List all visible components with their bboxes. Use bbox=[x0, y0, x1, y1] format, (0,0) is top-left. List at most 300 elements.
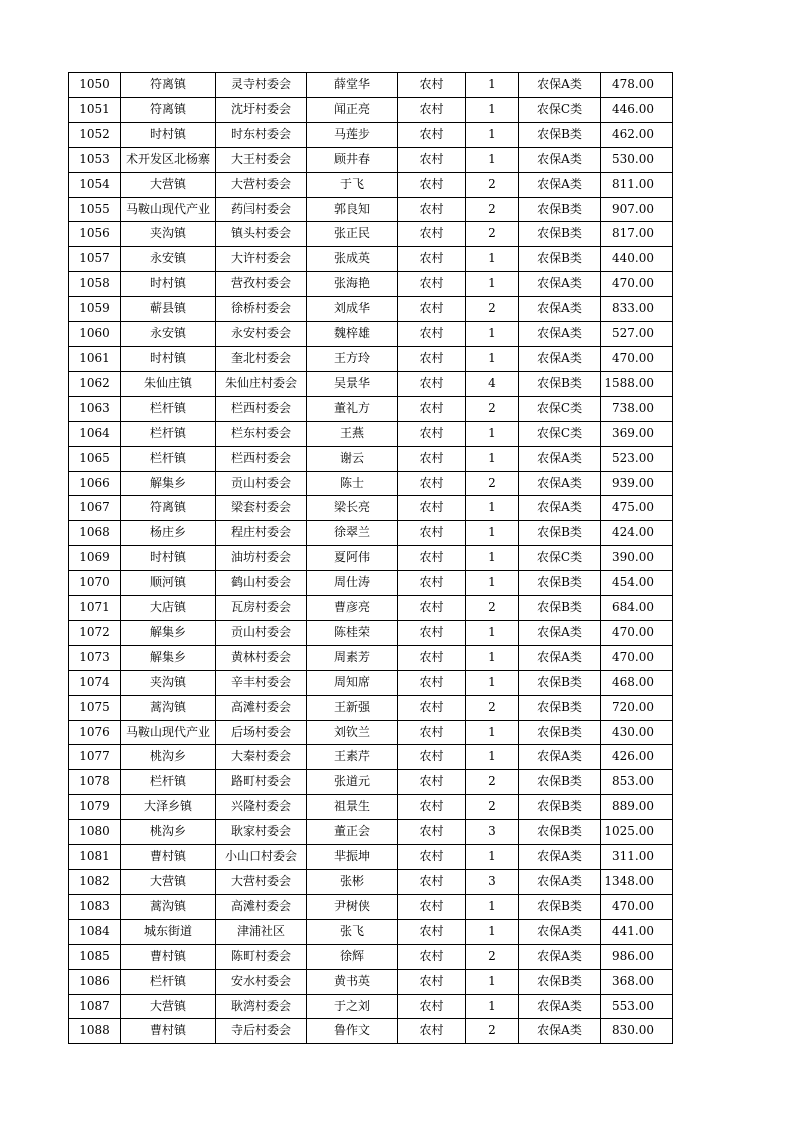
village-committee-cell: 津浦社区 bbox=[216, 919, 307, 944]
village-committee-cell: 灵寺村委会 bbox=[216, 73, 307, 98]
amount-cell: 462.00 bbox=[601, 122, 673, 147]
name-cell: 顾井春 bbox=[307, 147, 398, 172]
serial-number-cell: 1057 bbox=[69, 247, 121, 272]
table-row bbox=[69, 845, 673, 870]
area-type-cell: 农村 bbox=[398, 297, 466, 322]
household-count-cell: 2 bbox=[466, 297, 519, 322]
town-cell: 栏杆镇 bbox=[121, 969, 216, 994]
table-row bbox=[69, 969, 673, 994]
serial-number-cell: 1088 bbox=[69, 1019, 121, 1044]
area-type-cell: 农村 bbox=[398, 620, 466, 645]
town-cell: 大泽乡镇 bbox=[121, 795, 216, 820]
serial-number-cell: 1061 bbox=[69, 346, 121, 371]
serial-number-cell: 1055 bbox=[69, 197, 121, 222]
table-row bbox=[69, 247, 673, 272]
area-type-cell: 农村 bbox=[398, 820, 466, 845]
name-cell: 周知席 bbox=[307, 670, 398, 695]
area-type-cell: 农村 bbox=[398, 421, 466, 446]
insurance-category-cell: 农保B类 bbox=[519, 247, 601, 272]
amount-cell: 311.00 bbox=[601, 845, 673, 870]
village-committee-cell: 陈町村委会 bbox=[216, 944, 307, 969]
village-committee-cell: 油坊村委会 bbox=[216, 546, 307, 571]
amount-cell: 454.00 bbox=[601, 571, 673, 596]
area-type-cell: 农村 bbox=[398, 521, 466, 546]
amount-cell: 523.00 bbox=[601, 446, 673, 471]
serial-number-cell: 1082 bbox=[69, 870, 121, 895]
table-row bbox=[69, 1019, 673, 1044]
serial-number-cell: 1063 bbox=[69, 396, 121, 421]
name-cell: 董正会 bbox=[307, 820, 398, 845]
village-committee-cell: 沈圩村委会 bbox=[216, 97, 307, 122]
amount-cell: 390.00 bbox=[601, 546, 673, 571]
area-type-cell: 农村 bbox=[398, 197, 466, 222]
town-cell: 栏杆镇 bbox=[121, 421, 216, 446]
village-committee-cell: 黄林村委会 bbox=[216, 645, 307, 670]
serial-number-cell: 1054 bbox=[69, 172, 121, 197]
table-row bbox=[69, 147, 673, 172]
town-cell: 桃沟乡 bbox=[121, 820, 216, 845]
serial-number-cell: 1075 bbox=[69, 695, 121, 720]
town-cell: 朱仙庄镇 bbox=[121, 371, 216, 396]
village-committee-cell: 辛丰村委会 bbox=[216, 670, 307, 695]
table-row bbox=[69, 222, 673, 247]
table-row bbox=[69, 596, 673, 621]
name-cell: 曹彦亮 bbox=[307, 596, 398, 621]
serial-number-cell: 1053 bbox=[69, 147, 121, 172]
table-row bbox=[69, 919, 673, 944]
insurance-category-cell: 农保C类 bbox=[519, 396, 601, 421]
area-type-cell: 农村 bbox=[398, 994, 466, 1019]
serial-number-cell: 1064 bbox=[69, 421, 121, 446]
village-committee-cell: 梁套村委会 bbox=[216, 496, 307, 521]
household-count-cell: 1 bbox=[466, 670, 519, 695]
table-row bbox=[69, 645, 673, 670]
insurance-category-cell: 农保B类 bbox=[519, 122, 601, 147]
town-cell: 大营镇 bbox=[121, 870, 216, 895]
serial-number-cell: 1078 bbox=[69, 770, 121, 795]
amount-cell: 817.00 bbox=[601, 222, 673, 247]
household-count-cell: 1 bbox=[466, 845, 519, 870]
amount-cell: 1025.00 bbox=[601, 820, 673, 845]
town-cell: 顺河镇 bbox=[121, 571, 216, 596]
table-row bbox=[69, 571, 673, 596]
town-cell: 曹村镇 bbox=[121, 944, 216, 969]
name-cell: 刘成华 bbox=[307, 297, 398, 322]
town-cell: 解集乡 bbox=[121, 471, 216, 496]
amount-cell: 684.00 bbox=[601, 596, 673, 621]
town-cell: 栏杆镇 bbox=[121, 446, 216, 471]
amount-cell: 441.00 bbox=[601, 919, 673, 944]
insurance-category-cell: 农保A类 bbox=[519, 919, 601, 944]
insurance-category-cell: 农保A类 bbox=[519, 745, 601, 770]
household-count-cell: 2 bbox=[466, 222, 519, 247]
insurance-category-cell: 农保A类 bbox=[519, 147, 601, 172]
household-count-cell: 1 bbox=[466, 97, 519, 122]
village-committee-cell: 小山口村委会 bbox=[216, 845, 307, 870]
household-count-cell: 1 bbox=[466, 346, 519, 371]
village-committee-cell: 后场村委会 bbox=[216, 720, 307, 745]
town-cell: 夹沟镇 bbox=[121, 222, 216, 247]
household-count-cell: 1 bbox=[466, 446, 519, 471]
table-row bbox=[69, 446, 673, 471]
name-cell: 郭良知 bbox=[307, 197, 398, 222]
amount-cell: 738.00 bbox=[601, 396, 673, 421]
town-cell: 曹村镇 bbox=[121, 1019, 216, 1044]
household-count-cell: 2 bbox=[466, 795, 519, 820]
area-type-cell: 农村 bbox=[398, 596, 466, 621]
household-count-cell: 1 bbox=[466, 73, 519, 98]
household-count-cell: 1 bbox=[466, 322, 519, 347]
town-cell: 栏杆镇 bbox=[121, 770, 216, 795]
household-count-cell: 1 bbox=[466, 421, 519, 446]
household-count-cell: 1 bbox=[466, 147, 519, 172]
serial-number-cell: 1087 bbox=[69, 994, 121, 1019]
serial-number-cell: 1066 bbox=[69, 471, 121, 496]
table-row bbox=[69, 197, 673, 222]
area-type-cell: 农村 bbox=[398, 770, 466, 795]
area-type-cell: 农村 bbox=[398, 222, 466, 247]
insurance-category-cell: 农保A类 bbox=[519, 272, 601, 297]
table-row bbox=[69, 297, 673, 322]
area-type-cell: 农村 bbox=[398, 795, 466, 820]
town-cell: 大营镇 bbox=[121, 172, 216, 197]
name-cell: 董礼方 bbox=[307, 396, 398, 421]
serial-number-cell: 1074 bbox=[69, 670, 121, 695]
serial-number-cell: 1076 bbox=[69, 720, 121, 745]
household-count-cell: 1 bbox=[466, 272, 519, 297]
insurance-category-cell: 农保A类 bbox=[519, 1019, 601, 1044]
insurance-category-cell: 农保B类 bbox=[519, 670, 601, 695]
name-cell: 张正民 bbox=[307, 222, 398, 247]
name-cell: 徐辉 bbox=[307, 944, 398, 969]
name-cell: 王新强 bbox=[307, 695, 398, 720]
area-type-cell: 农村 bbox=[398, 496, 466, 521]
insurance-category-cell: 农保A类 bbox=[519, 645, 601, 670]
serial-number-cell: 1050 bbox=[69, 73, 121, 98]
insurance-category-cell: 农保B类 bbox=[519, 197, 601, 222]
name-cell: 张飞 bbox=[307, 919, 398, 944]
area-type-cell: 农村 bbox=[398, 73, 466, 98]
household-count-cell: 3 bbox=[466, 820, 519, 845]
name-cell: 薛堂华 bbox=[307, 73, 398, 98]
household-count-cell: 1 bbox=[466, 894, 519, 919]
village-committee-cell: 高滩村委会 bbox=[216, 894, 307, 919]
table-row bbox=[69, 471, 673, 496]
insurance-category-cell: 农保B类 bbox=[519, 521, 601, 546]
area-type-cell: 农村 bbox=[398, 371, 466, 396]
serial-number-cell: 1071 bbox=[69, 596, 121, 621]
serial-number-cell: 1086 bbox=[69, 969, 121, 994]
village-committee-cell: 时东村委会 bbox=[216, 122, 307, 147]
amount-cell: 527.00 bbox=[601, 322, 673, 347]
household-count-cell: 1 bbox=[466, 969, 519, 994]
insurance-category-cell: 农保B类 bbox=[519, 795, 601, 820]
insurance-category-cell: 农保B类 bbox=[519, 770, 601, 795]
name-cell: 于之刘 bbox=[307, 994, 398, 1019]
insurance-category-cell: 农保A类 bbox=[519, 944, 601, 969]
name-cell: 尹树侠 bbox=[307, 894, 398, 919]
table-row bbox=[69, 620, 673, 645]
table-row bbox=[69, 421, 673, 446]
name-cell: 吴景华 bbox=[307, 371, 398, 396]
amount-cell: 475.00 bbox=[601, 496, 673, 521]
name-cell: 芈振坤 bbox=[307, 845, 398, 870]
amount-cell: 440.00 bbox=[601, 247, 673, 272]
amount-cell: 426.00 bbox=[601, 745, 673, 770]
serial-number-cell: 1058 bbox=[69, 272, 121, 297]
village-committee-cell: 大秦村委会 bbox=[216, 745, 307, 770]
insurance-category-cell: 农保A类 bbox=[519, 346, 601, 371]
name-cell: 周仕涛 bbox=[307, 571, 398, 596]
table-row bbox=[69, 346, 673, 371]
insurance-category-cell: 农保B类 bbox=[519, 720, 601, 745]
village-committee-cell: 瓦房村委会 bbox=[216, 596, 307, 621]
name-cell: 祖景生 bbox=[307, 795, 398, 820]
serial-number-cell: 1077 bbox=[69, 745, 121, 770]
name-cell: 王方玲 bbox=[307, 346, 398, 371]
insurance-category-cell: 农保A类 bbox=[519, 496, 601, 521]
area-type-cell: 农村 bbox=[398, 969, 466, 994]
table-row bbox=[69, 695, 673, 720]
amount-cell: 907.00 bbox=[601, 197, 673, 222]
table-row bbox=[69, 795, 673, 820]
amount-cell: 470.00 bbox=[601, 272, 673, 297]
town-cell: 马鞍山现代产业 bbox=[121, 720, 216, 745]
village-committee-cell: 耿家村委会 bbox=[216, 820, 307, 845]
household-count-cell: 2 bbox=[466, 471, 519, 496]
table-row bbox=[69, 322, 673, 347]
household-count-cell: 1 bbox=[466, 546, 519, 571]
name-cell: 张彬 bbox=[307, 870, 398, 895]
name-cell: 王素芹 bbox=[307, 745, 398, 770]
records-table-body bbox=[69, 73, 673, 1044]
insurance-category-cell: 农保A类 bbox=[519, 322, 601, 347]
amount-cell: 468.00 bbox=[601, 670, 673, 695]
area-type-cell: 农村 bbox=[398, 322, 466, 347]
household-count-cell: 2 bbox=[466, 944, 519, 969]
area-type-cell: 农村 bbox=[398, 695, 466, 720]
serial-number-cell: 1051 bbox=[69, 97, 121, 122]
serial-number-cell: 1070 bbox=[69, 571, 121, 596]
amount-cell: 470.00 bbox=[601, 346, 673, 371]
household-count-cell: 2 bbox=[466, 596, 519, 621]
town-cell: 符离镇 bbox=[121, 97, 216, 122]
name-cell: 周素芳 bbox=[307, 645, 398, 670]
household-count-cell: 1 bbox=[466, 247, 519, 272]
village-committee-cell: 大王村委会 bbox=[216, 147, 307, 172]
name-cell: 张道元 bbox=[307, 770, 398, 795]
area-type-cell: 农村 bbox=[398, 870, 466, 895]
table-row bbox=[69, 496, 673, 521]
insurance-category-cell: 农保A类 bbox=[519, 297, 601, 322]
insurance-category-cell: 农保A类 bbox=[519, 845, 601, 870]
amount-cell: 889.00 bbox=[601, 795, 673, 820]
village-committee-cell: 镇头村委会 bbox=[216, 222, 307, 247]
insurance-category-cell: 农保B类 bbox=[519, 222, 601, 247]
serial-number-cell: 1072 bbox=[69, 620, 121, 645]
household-count-cell: 1 bbox=[466, 122, 519, 147]
household-count-cell: 1 bbox=[466, 620, 519, 645]
village-committee-cell: 大许村委会 bbox=[216, 247, 307, 272]
household-count-cell: 1 bbox=[466, 994, 519, 1019]
village-committee-cell: 栏西村委会 bbox=[216, 396, 307, 421]
area-type-cell: 农村 bbox=[398, 919, 466, 944]
town-cell: 蕲县镇 bbox=[121, 297, 216, 322]
household-count-cell: 2 bbox=[466, 695, 519, 720]
household-count-cell: 2 bbox=[466, 172, 519, 197]
serial-number-cell: 1062 bbox=[69, 371, 121, 396]
insurance-category-cell: 农保A类 bbox=[519, 870, 601, 895]
area-type-cell: 农村 bbox=[398, 346, 466, 371]
town-cell: 马鞍山现代产业 bbox=[121, 197, 216, 222]
amount-cell: 811.00 bbox=[601, 172, 673, 197]
area-type-cell: 农村 bbox=[398, 845, 466, 870]
amount-cell: 369.00 bbox=[601, 421, 673, 446]
village-committee-cell: 路町村委会 bbox=[216, 770, 307, 795]
table-row bbox=[69, 894, 673, 919]
area-type-cell: 农村 bbox=[398, 272, 466, 297]
area-type-cell: 农村 bbox=[398, 546, 466, 571]
amount-cell: 833.00 bbox=[601, 297, 673, 322]
household-count-cell: 1 bbox=[466, 521, 519, 546]
insurance-category-cell: 农保B类 bbox=[519, 371, 601, 396]
name-cell: 刘钦兰 bbox=[307, 720, 398, 745]
town-cell: 永安镇 bbox=[121, 247, 216, 272]
insurance-category-cell: 农保B类 bbox=[519, 820, 601, 845]
town-cell: 杨庄乡 bbox=[121, 521, 216, 546]
table-row bbox=[69, 371, 673, 396]
serial-number-cell: 1085 bbox=[69, 944, 121, 969]
household-count-cell: 1 bbox=[466, 496, 519, 521]
village-committee-cell: 药闫村委会 bbox=[216, 197, 307, 222]
village-committee-cell: 程庄村委会 bbox=[216, 521, 307, 546]
insurance-category-cell: 农保B类 bbox=[519, 596, 601, 621]
table-row bbox=[69, 670, 673, 695]
village-committee-cell: 寺后村委会 bbox=[216, 1019, 307, 1044]
amount-cell: 478.00 bbox=[601, 73, 673, 98]
area-type-cell: 农村 bbox=[398, 670, 466, 695]
table-row bbox=[69, 820, 673, 845]
town-cell: 蒿沟镇 bbox=[121, 894, 216, 919]
village-committee-cell: 耿湾村委会 bbox=[216, 994, 307, 1019]
village-committee-cell: 朱仙庄村委会 bbox=[216, 371, 307, 396]
village-committee-cell: 栏西村委会 bbox=[216, 446, 307, 471]
household-count-cell: 2 bbox=[466, 396, 519, 421]
area-type-cell: 农村 bbox=[398, 97, 466, 122]
village-committee-cell: 兴隆村委会 bbox=[216, 795, 307, 820]
serial-number-cell: 1080 bbox=[69, 820, 121, 845]
amount-cell: 720.00 bbox=[601, 695, 673, 720]
household-count-cell: 4 bbox=[466, 371, 519, 396]
insurance-category-cell: 农保B类 bbox=[519, 969, 601, 994]
area-type-cell: 农村 bbox=[398, 471, 466, 496]
amount-cell: 470.00 bbox=[601, 894, 673, 919]
area-type-cell: 农村 bbox=[398, 446, 466, 471]
serial-number-cell: 1056 bbox=[69, 222, 121, 247]
area-type-cell: 农村 bbox=[398, 745, 466, 770]
household-count-cell: 1 bbox=[466, 720, 519, 745]
village-committee-cell: 安水村委会 bbox=[216, 969, 307, 994]
town-cell: 时村镇 bbox=[121, 122, 216, 147]
town-cell: 大营镇 bbox=[121, 994, 216, 1019]
amount-cell: 530.00 bbox=[601, 147, 673, 172]
serial-number-cell: 1081 bbox=[69, 845, 121, 870]
serial-number-cell: 1069 bbox=[69, 546, 121, 571]
area-type-cell: 农村 bbox=[398, 172, 466, 197]
serial-number-cell: 1083 bbox=[69, 894, 121, 919]
household-count-cell: 2 bbox=[466, 1019, 519, 1044]
town-cell: 城东街道 bbox=[121, 919, 216, 944]
serial-number-cell: 1073 bbox=[69, 645, 121, 670]
town-cell: 术开发区北杨寨 bbox=[121, 147, 216, 172]
table-row bbox=[69, 546, 673, 571]
insurance-category-cell: 农保C类 bbox=[519, 546, 601, 571]
household-count-cell: 1 bbox=[466, 571, 519, 596]
household-count-cell: 2 bbox=[466, 770, 519, 795]
name-cell: 魏梓雄 bbox=[307, 322, 398, 347]
town-cell: 符离镇 bbox=[121, 73, 216, 98]
name-cell: 黄书英 bbox=[307, 969, 398, 994]
town-cell: 时村镇 bbox=[121, 346, 216, 371]
town-cell: 蒿沟镇 bbox=[121, 695, 216, 720]
records-table bbox=[68, 72, 673, 1044]
area-type-cell: 农村 bbox=[398, 396, 466, 421]
town-cell: 栏杆镇 bbox=[121, 396, 216, 421]
household-count-cell: 1 bbox=[466, 919, 519, 944]
amount-cell: 853.00 bbox=[601, 770, 673, 795]
serial-number-cell: 1068 bbox=[69, 521, 121, 546]
insurance-category-cell: 农保A类 bbox=[519, 73, 601, 98]
amount-cell: 424.00 bbox=[601, 521, 673, 546]
table-row bbox=[69, 172, 673, 197]
insurance-category-cell: 农保A类 bbox=[519, 471, 601, 496]
insurance-category-cell: 农保C类 bbox=[519, 421, 601, 446]
area-type-cell: 农村 bbox=[398, 720, 466, 745]
area-type-cell: 农村 bbox=[398, 894, 466, 919]
name-cell: 马莲步 bbox=[307, 122, 398, 147]
amount-cell: 986.00 bbox=[601, 944, 673, 969]
area-type-cell: 农村 bbox=[398, 1019, 466, 1044]
village-committee-cell: 栏东村委会 bbox=[216, 421, 307, 446]
town-cell: 符离镇 bbox=[121, 496, 216, 521]
amount-cell: 1588.00 bbox=[601, 371, 673, 396]
serial-number-cell: 1084 bbox=[69, 919, 121, 944]
insurance-category-cell: 农保A类 bbox=[519, 994, 601, 1019]
table-row bbox=[69, 944, 673, 969]
area-type-cell: 农村 bbox=[398, 571, 466, 596]
name-cell: 夏阿伟 bbox=[307, 546, 398, 571]
village-committee-cell: 高滩村委会 bbox=[216, 695, 307, 720]
amount-cell: 470.00 bbox=[601, 620, 673, 645]
name-cell: 鲁作文 bbox=[307, 1019, 398, 1044]
village-committee-cell: 贡山村委会 bbox=[216, 471, 307, 496]
table-row bbox=[69, 720, 673, 745]
serial-number-cell: 1079 bbox=[69, 795, 121, 820]
town-cell: 永安镇 bbox=[121, 322, 216, 347]
name-cell: 张成英 bbox=[307, 247, 398, 272]
table-row bbox=[69, 745, 673, 770]
name-cell: 于飞 bbox=[307, 172, 398, 197]
area-type-cell: 农村 bbox=[398, 122, 466, 147]
village-committee-cell: 营孜村委会 bbox=[216, 272, 307, 297]
serial-number-cell: 1059 bbox=[69, 297, 121, 322]
table-row bbox=[69, 97, 673, 122]
village-committee-cell: 永安村委会 bbox=[216, 322, 307, 347]
area-type-cell: 农村 bbox=[398, 645, 466, 670]
table-row bbox=[69, 122, 673, 147]
household-count-cell: 1 bbox=[466, 645, 519, 670]
table-row bbox=[69, 396, 673, 421]
